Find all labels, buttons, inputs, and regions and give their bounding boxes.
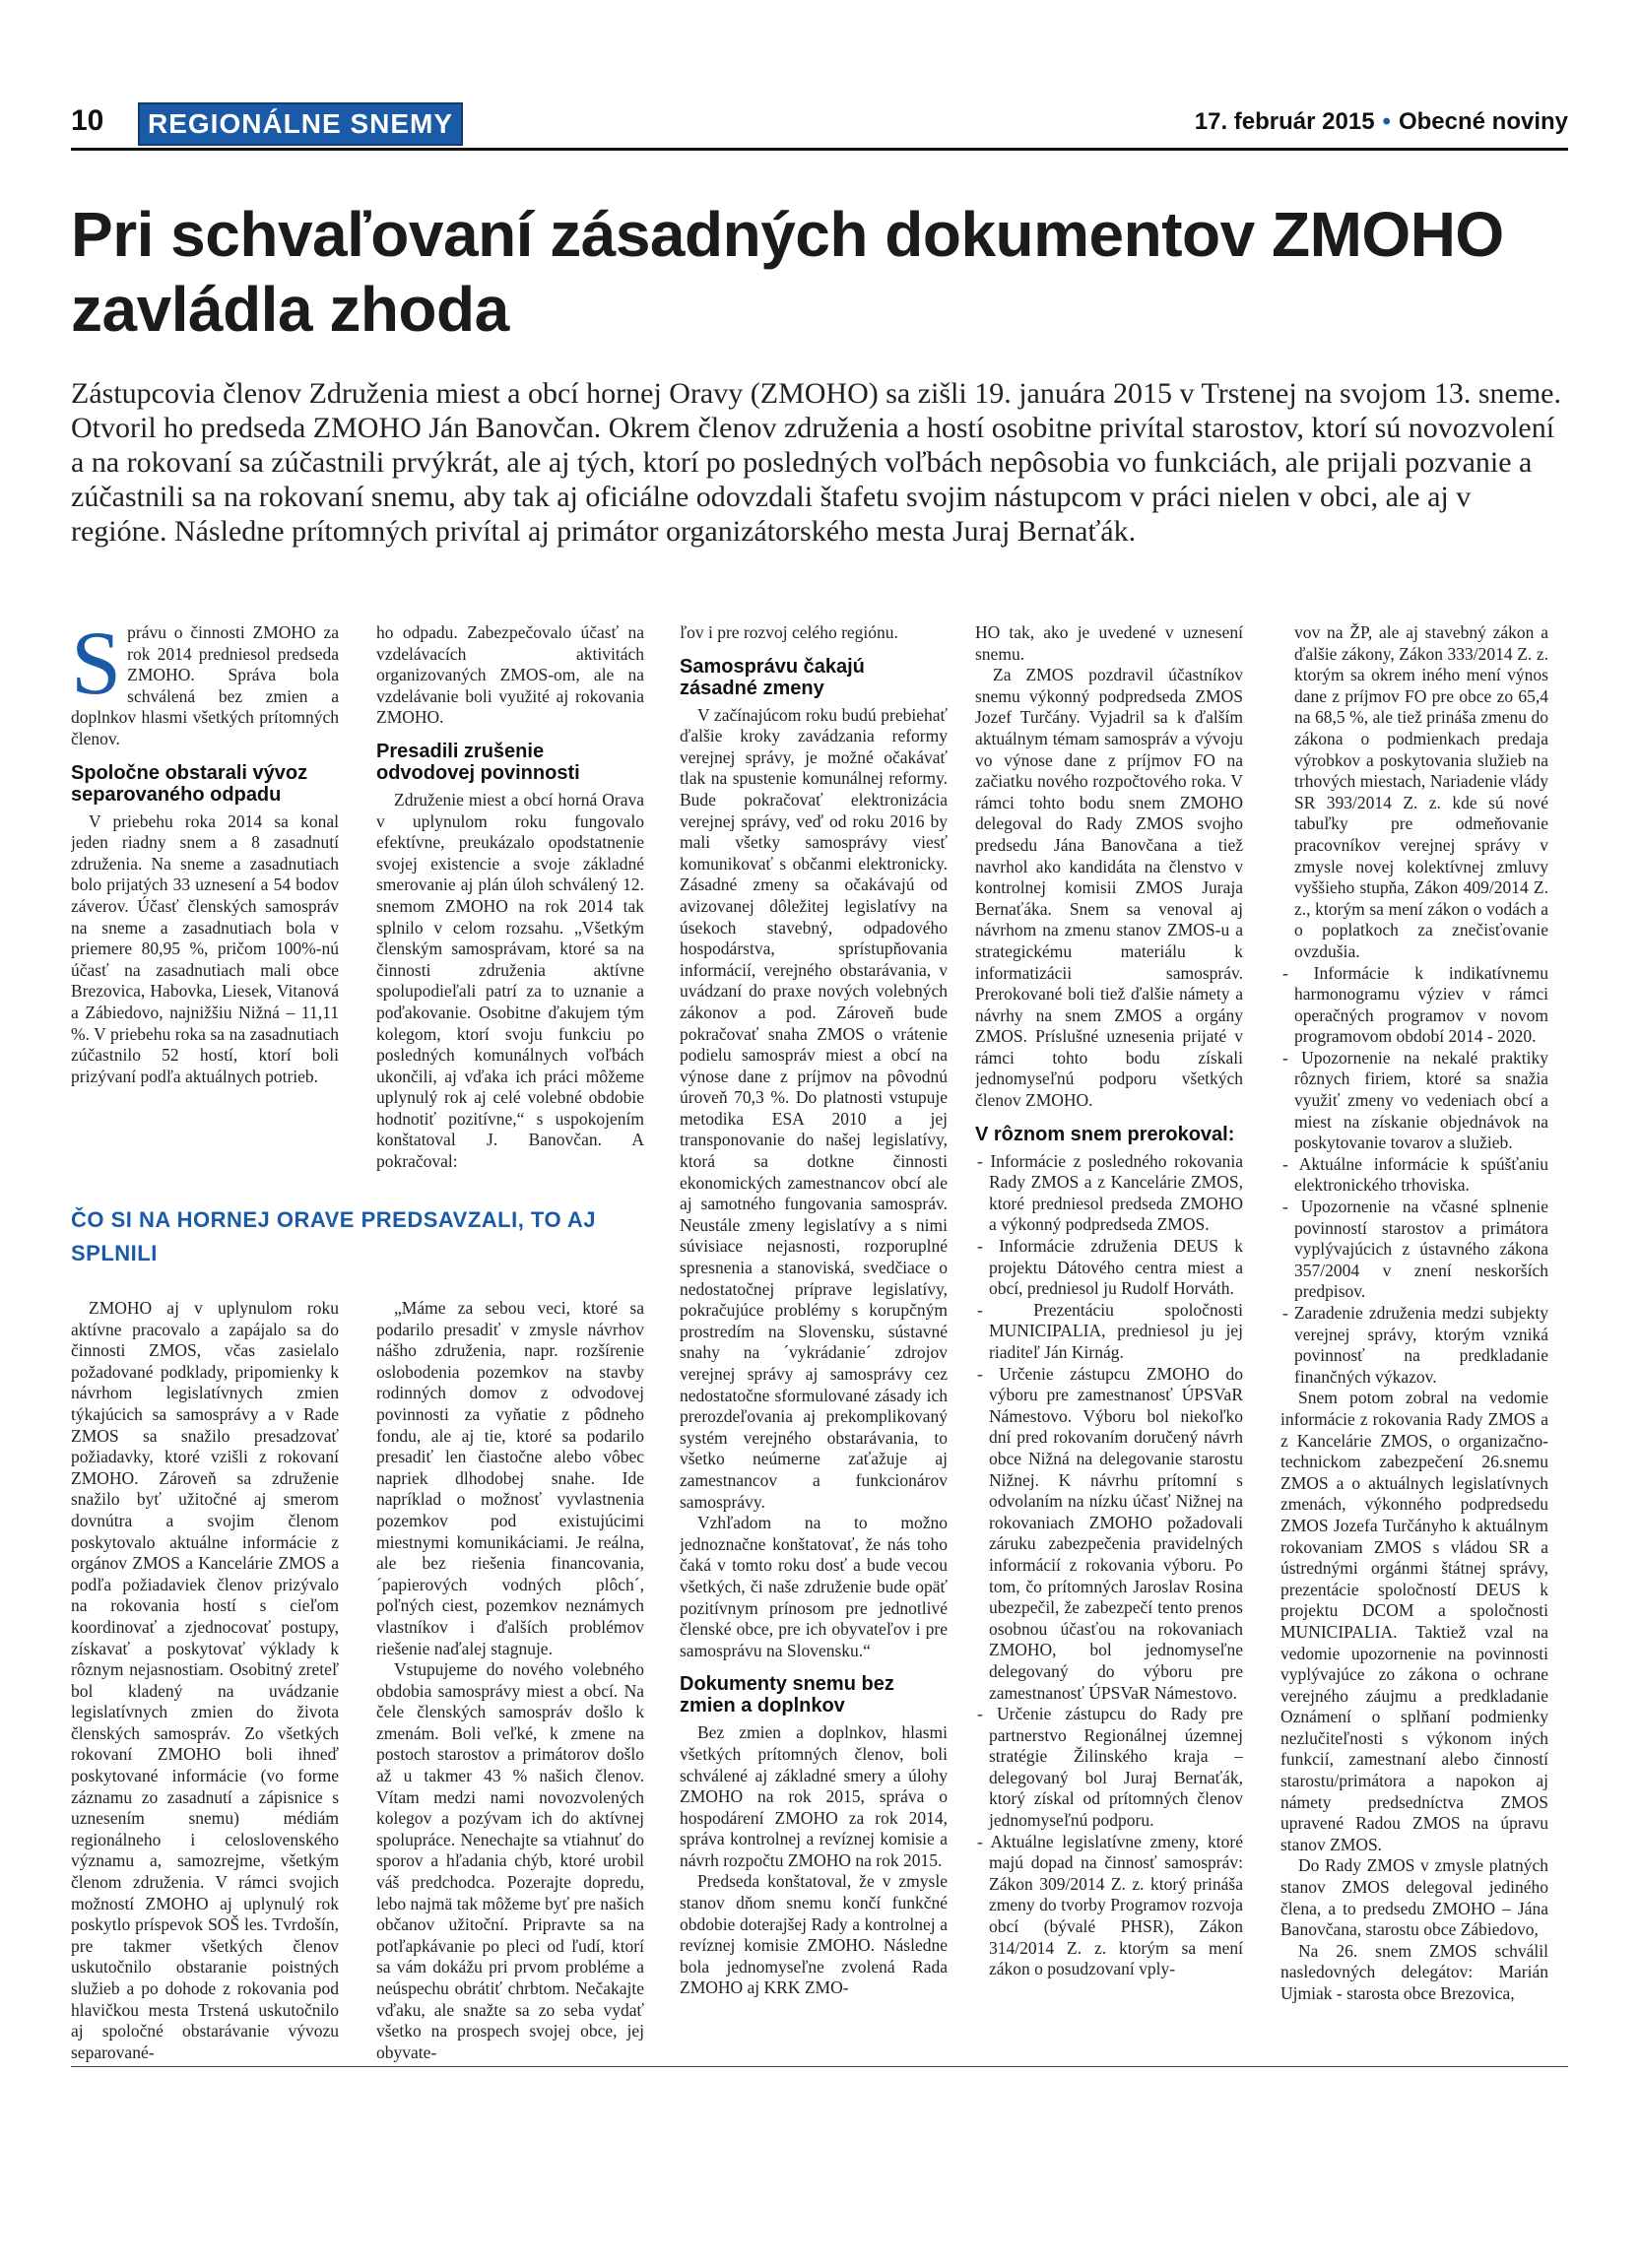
dateline — [1195, 108, 1568, 136]
list-item: - Určenie zástupcu do Rady pre partnerstvo Regionálnej územnej stratégie Žilinského kraja – delegovaný bol Juraj Bernaťák, ktorý získal od prítomných členov jednomyseľnú podporu. — [977, 1704, 1243, 1831]
list-item: - Prezentáciu spoločnosti MUNICIPALIA, predniesol ju jej riaditeľ Ján Kirnág. — [977, 1299, 1243, 1362]
separator-dot: • — [1382, 108, 1391, 135]
bottom-rule — [71, 2066, 1568, 2067]
column-5 — [1280, 622, 1548, 2060]
subheading-odpad: Spoločne obstarali vývoz separovaného odpadu — [71, 761, 308, 806]
box-column-1 — [71, 1298, 339, 2090]
subheading-dokumenty: Dokumenty snemu bez zmien a doplnkov — [680, 1673, 894, 1717]
paragraph: Do Rady ZMOS v zmysle platných stanov ZMOS delegoval jediného člena, a to predsedu ZMOHO – Jána Banovčana, starostu obce Zábiedovo, — [1280, 1855, 1548, 1940]
paragraph: „Máme za sebou veci, ktoré sa podarilo presadiť v zmysle návrhov nášho združenia, napr. rozšírenie oslobodenia pozemkov na stavby rodinných domov z odvodovej povinnosti za vyňatie z pôdneho fondu, ale aj tie, ktoré sa podarilo presadiť len čiastočne alebo vôbec napriek dlhodobej snahe. Ide napríklad o možnosť vyvlastnenia pozemkov pod existujúcimi miestnymi komunikáciami. Je reálna, ale bez riešenia financovania, ´papierových vodných plôch´, poľných ciest, pozemkov neznámych vlastníkov i ďalších problémov riešenie naďalej stagnuje. — [376, 1298, 644, 1658]
paragraph: Združenie miest a obcí horná Orava v uplynulom roku fungovalo efektívne, preukázalo opodstatnenie svojej existencie a svoje základné smerovanie aj plán úloh schválený 12. snemom ZMOHO na rok 2014 tak splnilo v celom rozsahu. „Všetkým členským samosprávam, ktoré sa na činnosti združenia aktívne spolupodieľali patrí za to uznanie a poďakovanie. Osobitne ďakujem tým kolegom, ktorí svoju funkciu po posledných komunálnych voľbách ukončili, aj vďaka ich práci môžeme uplynulý rok aj celé volebné obdobie hodnotiť pozitívne,“ s uspokojením konštatoval J. Banovčan. A pokračoval: — [376, 789, 644, 1172]
page-number: 10 — [71, 104, 104, 137]
publication-name: Obecné noviny — [1398, 108, 1568, 135]
list-item: - Upozornenie na včasné splnenie povinností starostov a primátora vyplývajúcich z ústavného zákona 357/2004 v znení neskorších predpisov. — [1282, 1197, 1548, 1302]
list-item: - Informácie združenia DEUS k projektu Dátového centra miest a obcí, predniesol ju Rudolf Horváth. — [977, 1236, 1243, 1299]
agenda-list-continued — [1280, 622, 1548, 1388]
paragraph: Vzhľadom na to možno jednoznačne konštatovať, že nás toho čaká v tomto roku dosť a bude vecou všetkých, či naše združenie bude opäť pozitívnym prínosom pre jednotlivé členské obce, pre ich obyvateľov i pre samosprávu na Slovensku.“ — [680, 1513, 948, 1660]
list-item: - Informácie k indikatívnemu harmonogramu výziev v rámci operačných programov v novom programovom období 2014 - 2020. — [1282, 962, 1548, 1047]
header-rule — [71, 148, 1568, 151]
article-headline: Pri schvaľovaní zásadných dokumentov ZMOHO zavládla zhoda — [71, 199, 1504, 345]
list-item: - Informácie z posledného rokovania Rady ZMOS a z Kancelárie ZMOS, ktoré predniesol predseda ZMOHO a výkonný podpredseda ZMOS. — [977, 1150, 1243, 1235]
intro-text: právu o činnosti ZMOHO za rok 2014 predniesol predseda ZMOHO. Správa bola schválená bez zmien a doplnkov hlasmi všetkých prítomných členov. — [71, 622, 339, 748]
box-headline: ČO SI NA HORNEJ ORAVE PREDSAVZALI, TO AJ SPLNILI — [71, 1207, 596, 1265]
page-header — [71, 102, 1568, 146]
paragraph: Na 26. snem ZMOS schválil nasledovných delegátov: Marián Ujmiak - starosta obce Brezovica, — [1280, 1940, 1548, 2003]
subheading-odvody: Presadili zrušenie odvodovej povinnosti — [376, 740, 580, 784]
article-lead: Zástupcovia členov Združenia miest a obcí hornej Oravy (ZMOHO) sa zišli 19. januára 2015 v Trstenej na svojom 13. sneme. Otvoril ho predseda ZMOHO Ján Banovčan. Okrem členov združenia a hostí osobitne privítal starostov, ktorí sú novozvolení a na rokovaní sa zúčastnili prvýkrát, ale aj tých, ktorí po posledných voľbách nepôsobia vo funkciách, ale prijali pozvanie a zúčastnili sa na rokovaní snemu, aby tak aj oficiálne odovzdali štafetu svojim nástupcom v práci nielen v obci, ale aj v regióne. Následne prítomných privítal aj primátor organizátorského mesta Juraj Bernaťák. — [71, 377, 1561, 548]
paragraph: Za ZMOS pozdravil účastníkov snemu výkonný podpredseda ZMOS Jozef Turčány. Vyjadril sa k ďalším aktuálnym témam samospráv a vývoju vo výnose dane z príjmov FO na začiatku nového rozpočtového roka. V rámci tohto bodu snem ZMOHO delegoval do Rady ZMOS svojho predsedu Jána Banovčana a tiež navrhol ako kandidáta na členstvo v kontrolnej komisii ZMOS Juraja Bernaťáka. Snem sa venoval aj návrhom na zmenu stanov ZMOS-u a strategickému materiálu k informatizácii samospráv. Prerokované boli tiež ďalšie námety a návrhy na snem ZMOS a orgány ZMOS. Príslušné uznesenia prijaté v rámci tohto bodu získali jednomyseľnú podporu všetkých členov ZMOHO. — [975, 665, 1243, 1111]
subheading-zmeny: Samosprávu čakajú zásadné zmeny — [680, 655, 865, 699]
box-column-2 — [376, 1298, 644, 2090]
paragraph: V začínajúcom roku budú prebiehať ďalšie kroky zavádzania reformy verejnej správy, je možné očakávať tlak na spustenie komunálnej reformy. Bude pokračovať elektronizácia verejnej správy, veď od roku 2016 by mali všetky samosprávy viesť komunikovať s občanmi elektronicky. Zásadné zmeny sa očakávajú od avizovanej dôležitej legislatívy na úsekoch stavebný, odpadového hospodárstva, sprístupňovania informácií, verejného obstarávania, v uvádzaní do praxe nových volebných zákonov a pod. Zároveň bude pokračovať snaha ZMOS o vrátenie podielu samospráv miest a obcí na výnose dane z príjmov na pôvodnú úroveň 70,3 %. Do platnosti vstupuje metodika ESA 2010 a jej transponovanie do našej legislatívy, ktorá sa dotkne činnosti ekonomických zamestnancov obcí ale aj samotného fungovania samospráv. Neustále zmeny legislatívy a s nimi súvisiace nejasnosti, rozporuplné spresnenia a stanoviská, svedčiace o nedostatočnej príprave legislatívy, pokračujúce problémy s korupčným prostredím na Slovensku, sústavné snahy na ´vykrádanie´ zdrojov verejnej správy aj samosprávy cez nedostatočne sformulované zásady ich prerozdeľovania aj prekomplikovaný systém verejného obstarávania, to všetko neúmerne zaťažuje aj zamestnancov a funkcionárov samosprávy. — [680, 704, 948, 1512]
paragraph: Bez zmien a doplnkov, hlasmi všetkých prítomných členov, boli schválené aj základné smery a úlohy ZMOHO na rok 2015, správa o hospodárení ZMOHO za rok 2014, správa kontrolnej a revíznej komisie a návrh rozpočtu ZMOHO na rok 2015. — [680, 1722, 948, 1870]
list-item: - Zaradenie združenia medzi subjekty verejnej správy, ktorým vzniká povinnosť na predkladanie finančných výkazov. — [1282, 1303, 1548, 1387]
paragraph: ho odpadu. Zabezpečovalo účasť na vzdelávacích aktivitách organizovaných ZMOS-om, ale na vzdelávanie boli využité aj rokovania ZMOHO. — [376, 622, 644, 728]
column-1 — [71, 622, 339, 1194]
column-4 — [975, 622, 1243, 2060]
paragraph: V priebehu roka 2014 sa konal jeden riadny snem a 8 zasadnutí združenia. Na sneme a zasadnutiach bolo prijatých 33 uznesení a 54 bodov záverov. Účasť členských samospráv na sneme a zasadnutiach bola v priemere 80,95 %, pričom 100%-nú účasť na zasadnutiach mali obce Brezovica, Habovka, Liesek, Vitanová a Zábiedovo, najnižšiu Nižná – 11,11 %. V priebehu roka sa na zasadnutiach zúčastnilo 52 hostí, ktorí boli prizývaní podľa aktuálnych potrieb. — [71, 810, 339, 1086]
intro-paragraph — [71, 622, 339, 750]
list-item: vov na ŽP, ale aj stavebný zákon a ďalšie zákony, Zákon 333/2014 Z. z. ktorým sa okrem iného mení výnos dane z príjmov FO pre obce zo 65,4 na 68,5 %, ale tiež prináša zmenu do zákona o podmienkach predaja výrobkov a poskytovania služieb na trhových miestach, Nariadenie vlády SR 393/2014 Z. z. kde sú nové tabuľky pre odmeňovanie pracovníkov verejnej správy v zmysle novej kolektívnej zmluvy vyššieho stupňa, Zákon 409/2014 Z. z., ktorým sa mení zákon o vodách a o poplatkoch za znečisťovanie ovzdušia. — [1294, 622, 1548, 961]
paragraph: ZMOHO aj v uplynulom roku aktívne pracovalo a zapájalo sa do činnosti ZMOS, včas zasielalo požadované podklady, pripomienky k návrhom legislatívnych zmien týkajúcich sa samosprávy a v Rade ZMOS sa snažilo presadzovať požiadavky, ktoré vzišli z rokovaní ZMOHO. Zároveň sa združenie snažilo byť užitočné aj smerom dovnútra a svojim členom poskytovalo aktuálne informácie z orgánov ZMOS a Kancelárie ZMOS a podľa požiadaviek členov prizývalo na rokovania hostí s cieľom koordinovať a zjednocovať postupy, získavať a poskytovať výklady k rôznym nejasnostiam. Osobitný zreteľ bol kladený na uvádzanie legislatívnych zmien do života členských samospráv. Zo všetkých rokovaní ZMOHO boli ihneď poskytované informácie (vo forme záznamu zo zasadnutí a zápisnice s uznesením snemu) médiám regionálneho i celoslovenského významu a, samozrejme, všetkým členom združenia. V rámci svojich možností ZMOHO aj uplynulý rok poskytlo príspevok SOŠ les. Tvrdošín, pre takmer všetkých členov uskutočnilo obstaranie poistných služieb a po dohode z rokovania pod hlavičkou mesta Trstená uskutočnilo aj spoločné obstarávanie vývozu separované- — [71, 1298, 339, 2062]
column-2 — [376, 622, 644, 1194]
paragraph: Snem potom zobral na vedomie informácie z rokovania Rady ZMOS a z Kancelárie ZMOS, o organizačno-technickom zabezpečení 26.snemu ZMOS a o aktuálnych legislatívnych zmenách, výkonného podpredsedu ZMOS Jozefa Turčányho k aktuálnym rokovaniam ZMOS s vládou SR a ústrednými orgánmi štátnej správy, prezentácie spoločností DEUS k projektu DCOM a spoločnosti MUNICIPALIA. Taktiež vzal na vedomie upozornenie na povinnosti vyplývajúce zo zákona o ochrane verejného záujmu a predkladanie Oznámení o splňaní podmienky nezlučiteľnosti s výkonom iných funkcií, zamestnaní alebo činností starostu/primátora a napokon aj námety predsedníctva ZMOS upravené Radou ZMOS na úpravu stanov ZMOS. — [1280, 1388, 1548, 1854]
paragraph: Predseda konštatoval, že v zmysle stanov dňom snemu končí funkčné obdobie doterajšej Rady a kontrolnej a revíznej komisie ZMOHO. Následne bola jednomyseľne zvolená Rada ZMOHO aj KRK ZMO- — [680, 1871, 948, 1998]
paragraph: ľov i pre rozvoj celého regiónu. — [680, 622, 898, 642]
list-item: - Určenie zástupcu ZMOHO do výboru pre zamestnanosť ÚPSVaR Námestovo. Výboru bol niekoľko dní pred rokovaním doručený návrh obce Nižná na delegovanie starostu Nižnej. K návrhu prítomní s odvolaním na nízku účasť Nižnej na rokovaniach ZMOHO požadovali záruku zabezpečenia pravidelných informácií z rokovania výboru. Po tom, čo prítomných Jaroslav Rosina ubezpečil, že zabezpečí tento prenos osobnou účasťou na rokovaniach ZMOHO, bol jednomyseľne delegovaný do výboru pre zamestnanosť ÚPSVaR Námestovo. — [977, 1363, 1243, 1703]
agenda-list — [975, 1151, 1243, 1980]
drop-cap: S — [71, 622, 122, 713]
list-item: - Aktuálne legislatívne zmeny, ktoré majú dopad na činnosť samospráv: Zákon 309/2014 Z. z. ktorý prináša zmeny do tvorby Programov rozvoja obcí (bývalé PHSR), Zákon 314/2014 Z. z. ktorým sa mení zákon o posudzovaní vply- — [977, 1831, 1243, 1979]
section-label: REGIONÁLNE SNEMY — [138, 102, 463, 146]
subheading-roznom: V rôznom snem prerokoval: — [975, 1123, 1235, 1145]
paragraph: Vstupujeme do nového volebného obdobia samosprávy miest a obcí. Na čele členských samospráv došlo k zmenám. Boli veľké, k zmene na postoch starostov a primátorov došlo až u takmer 43 % našich členov. Vítam medzi nami novozvolených kolegov a pozývam ich do aktívnej spolupráce. Nenechajte sa vtiahnuť do sporov a hľadania chýb, ktoré urobil váš predchodca. Pozerajte dopredu, lebo najmä tak môžeme byť pre našich občanov užitoční. Pripravte sa na potľapkávanie po pleci od ľudí, ktorí sa vám dokážu pri prvom probléme a neúspechu obrátiť chrbtom. Nečakajte vďaku, ale snažte sa zo seba vydať všetko na prospech svojej obce, jej obyvate- — [376, 1659, 644, 2062]
list-item: - Upozornenie na nekalé praktiky rôznych firiem, ktoré sa snažia využiť zmeny vo vedeniach obcí a miest na získanie objednávok na poskytovanie tovarov a služieb. — [1282, 1047, 1548, 1153]
list-item: - Aktuálne informácie k spúšťaniu elektronického trhoviska. — [1282, 1153, 1548, 1196]
issue-date: 17. február 2015 — [1194, 108, 1375, 135]
column-3 — [680, 622, 948, 2060]
paragraph: HO tak, ako je uvedené v uznesení snemu. — [975, 622, 1243, 664]
